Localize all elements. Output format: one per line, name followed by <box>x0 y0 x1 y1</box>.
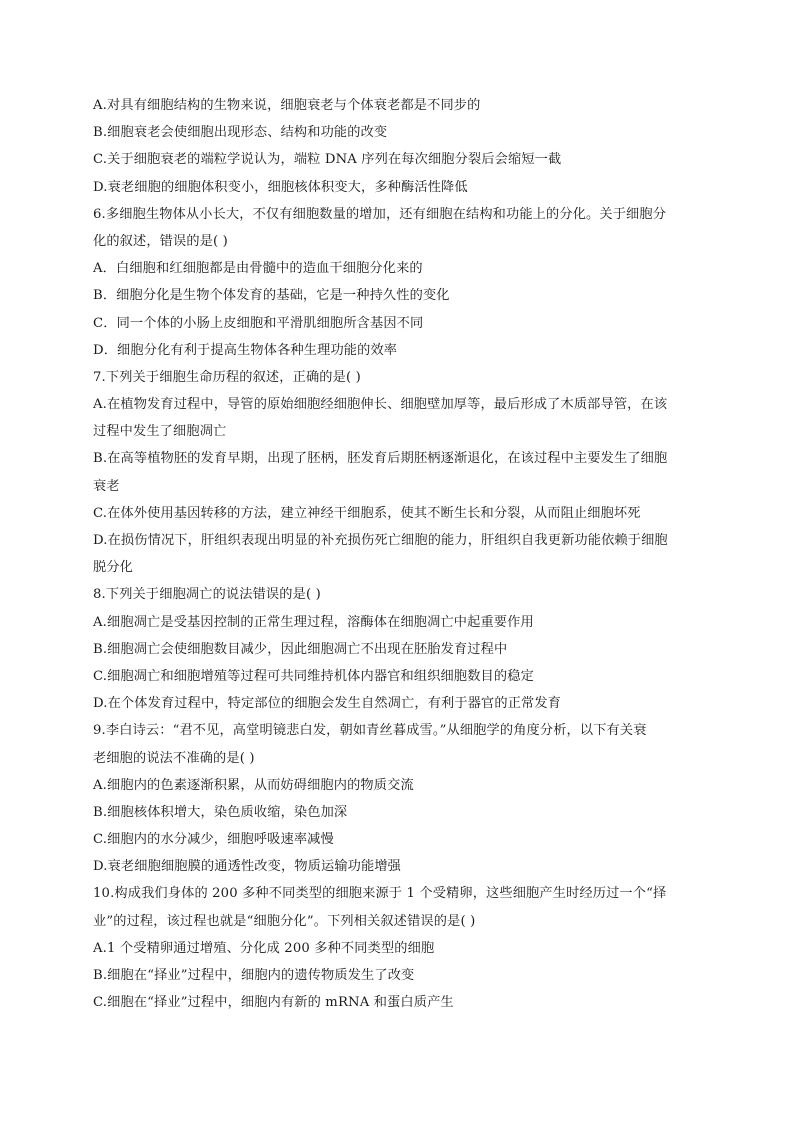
option-6d: D．细胞分化有利于提高生物体各种生理功能的效率 <box>93 342 398 358</box>
option-6c: C．同一个体的小肠上皮细胞和平滑肌细胞所含基因不同 <box>93 315 424 331</box>
option-10c: C.细胞在“择业”过程中，细胞内有新的 mRNA 和蛋白质产生 <box>93 995 454 1011</box>
option-7b-line-2: 衰老 <box>93 478 120 494</box>
option-8c: C.细胞凋亡和细胞增殖等过程可共同维持机体内器官和组织细胞数目的稳定 <box>93 668 534 684</box>
option-10b: B.细胞在“择业”过程中，细胞内的遗传物质发生了改变 <box>93 968 415 983</box>
document-page <box>93 92 713 1016</box>
option-9b: B.细胞核体积增大，染色质收缩，染色加深 <box>93 804 348 820</box>
option-7d-line-2: 脱分化 <box>93 560 134 576</box>
option-8d: D.在个体发育过程中，特定部位的细胞会发生自然凋亡，有利于器官的正常发育 <box>93 696 562 712</box>
option-8b: B.细胞凋亡会使细胞数目减少，因此细胞凋亡不出现在胚胎发育过程中 <box>93 641 508 657</box>
option-7b-line-1: B.在高等植物胚的发育早期，出现了胚柄，胚发育后期胚柄逐渐退化，在该过程中主要发生了细胞 <box>93 451 668 467</box>
option-10a: A.1 个受精卵通过增殖、分化成 200 多种不同类型的细胞 <box>93 940 435 956</box>
option-6a: A．白细胞和红细胞都是由骨髓中的造血干细胞分化来的 <box>93 261 423 277</box>
option-5c: C.关于细胞衰老的端粒学说认为，端粒 DNA 序列在每次细胞分裂后会缩短一截 <box>93 152 562 168</box>
option-5b: B.细胞衰老会使细胞出现形态、结构和功能的改变 <box>93 125 388 141</box>
option-7d-line-1: D.在损伤情况下，肝组织表现出明显的补充损伤死亡细胞的能力，肝组织自我更新功能依赖于细胞 <box>93 533 668 548</box>
option-9d: D.衰老细胞细胞膜的通透性改变，物质运输功能增强 <box>93 859 402 875</box>
option-9c: C.细胞内的水分减少，细胞呼吸速率减慢 <box>93 832 334 848</box>
option-5d: D.衰老细胞的细胞体积变小，细胞核体积变大，多种酶活性降低 <box>93 179 468 195</box>
question-6-stem-line-1: 6.多细胞生物体从小长大，不仅有细胞数量的增加，还有细胞在结构和功能上的分化。关于细胞分 <box>93 206 667 222</box>
option-6b: B．细胞分化是生物个体发育的基础，它是一种持久性的变化 <box>93 288 450 304</box>
option-8a: A.细胞凋亡是受基因控制的正常生理过程，溶酶体在细胞凋亡中起重要作用 <box>93 614 534 630</box>
question-10-stem-line-1: 10.构成我们身体的 200 多种不同类型的细胞来源于 1 个受精卵，这些细胞产生时经历过一个“择 <box>93 886 667 902</box>
question-6-stem-line-2: 化的叙述，错误的是( ) <box>93 233 228 249</box>
question-9-stem-line-2: 老细胞的说法不准确的是( ) <box>93 750 255 766</box>
option-7c: C.在体外使用基因转移的方法，建立神经干细胞系，使其不断生长和分裂，从而阻止细胞坏死 <box>93 505 641 521</box>
option-9a: A.细胞内的色素逐渐积累，从而妨碍细胞内的物质交流 <box>93 777 414 793</box>
option-5a: A.对具有细胞结构的生物来说，细胞衰老与个体衰老都是不同步的 <box>93 98 481 113</box>
question-7-stem: 7.下列关于细胞生命历程的叙述，正确的是( ) <box>93 369 361 385</box>
question-10-stem-line-2: 业”的过程，该过程也就是“细胞分化”。下列相关叙述错误的是( ) <box>93 913 476 929</box>
option-7a-line-2: 过程中发生了细胞凋亡 <box>93 424 227 440</box>
question-8-stem: 8.下列关于细胞凋亡的说法错误的是( ) <box>93 587 321 603</box>
question-9-stem-line-1: 9.李白诗云：“君不见，高堂明镜悲白发，朝如青丝暮成雪。”从细胞学的角度分析，以下有关衰 <box>93 723 647 739</box>
option-7a-line-1: A.在植物发育过程中，导管的原始细胞经细胞伸长、细胞壁加厚等，最后形成了木质部导管，在该 <box>93 397 668 413</box>
